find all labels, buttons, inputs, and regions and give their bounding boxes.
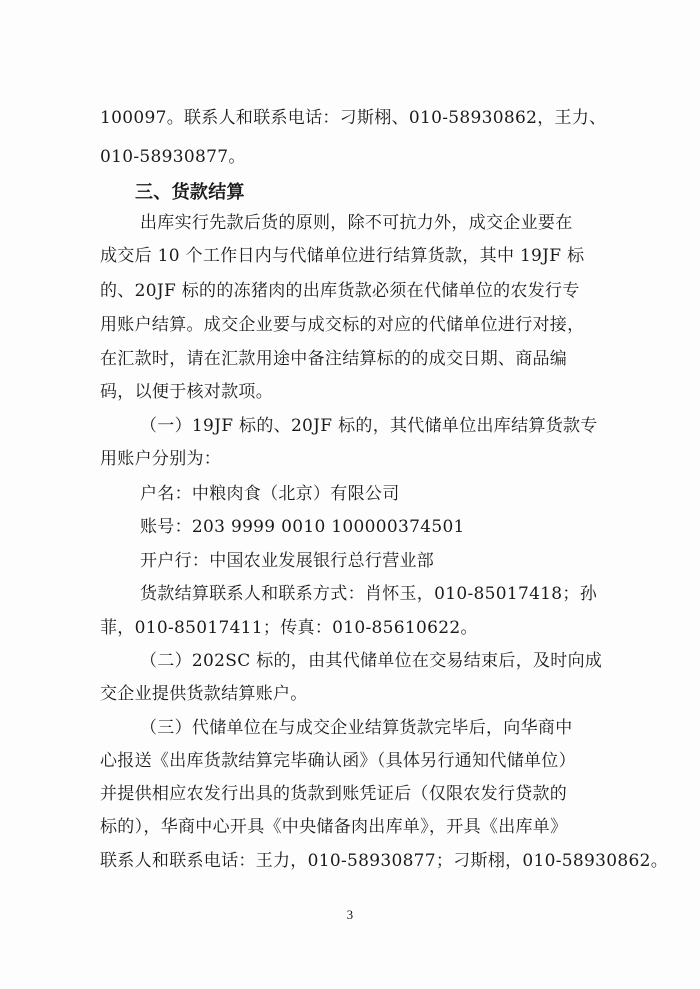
paragraph-line: 码，以便于核对款项。 bbox=[100, 382, 273, 402]
account-number: 账号：203 9999 0010 100000374501 bbox=[140, 517, 465, 537]
item-1-line-1: （一）19JF 标的、20JF 标的，其代储单位出库结算货款专 bbox=[140, 416, 598, 436]
item-3-line-5: 联系人和联系电话：王力，010-58930877；刁斯栩，010-58930862。 bbox=[100, 851, 669, 871]
bank-name: 开户行：中国农业发展银行总行营业部 bbox=[140, 551, 435, 571]
paragraph-line: 在汇款时，请在汇款用途中备注结算标的的成交日期、商品编 bbox=[100, 349, 568, 369]
contact-line-2: 菲，010-85017411；传真：010-85610622。 bbox=[100, 618, 478, 638]
item-3-line-3: 并提供相应农发行出具的货款到账凭证后（仅限农发行贷款的 bbox=[100, 784, 568, 804]
item-1-line-2: 用账户分别为： bbox=[100, 449, 222, 469]
contact-line-1: 货款结算联系人和联系方式：肖怀玉，010-85017418；孙 bbox=[140, 584, 598, 604]
continuation-line-2: 010-58930877。 bbox=[100, 147, 246, 167]
continuation-line-1: 100097。联系人和联系电话：刁斯栩、010-58930862，王力、 bbox=[100, 108, 607, 128]
paragraph-line: 用账户结算。成交企业要与成交标的对应的代储单位进行对接， bbox=[100, 315, 585, 335]
paragraph-line: 出库实行先款后货的原则，除不可抗力外，成交企业要在 bbox=[140, 213, 573, 233]
item-2-line-1: （二）202SC 标的，由其代储单位在交易结束后，及时向成 bbox=[140, 651, 603, 671]
paragraph-line: 成交后 10 个工作日内与代储单位进行结算货款，其中 19JF 标 bbox=[100, 246, 585, 266]
page-number: 3 bbox=[346, 907, 354, 922]
item-2-line-2: 交企业提供货款结算账户。 bbox=[100, 684, 308, 704]
item-3-line-1: （三）代储单位在与成交企业结算货款完毕后，向华商中 bbox=[140, 718, 573, 738]
item-3-line-2: 心报送《出库货款结算完毕确认函》（具体另行通知代储单位） bbox=[100, 751, 576, 771]
item-3-line-4: 标的），华商中心开具《中央储备肉出库单》，开具《出库单》 bbox=[100, 817, 568, 837]
account-name: 户名：中粮肉食（北京）有限公司 bbox=[140, 484, 400, 504]
section-heading: 三、货款结算 bbox=[135, 182, 245, 203]
paragraph-line: 的、20JF 标的的冻猪肉的出库货款必须在代储单位的农发行专 bbox=[100, 281, 580, 301]
